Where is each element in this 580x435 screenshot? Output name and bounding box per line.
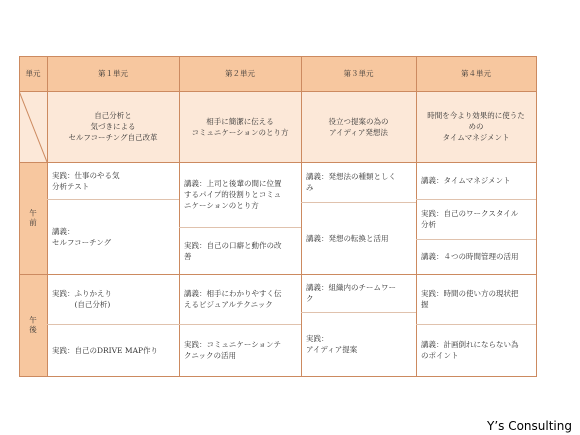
grid-line <box>19 91 537 92</box>
col4-am-2: 実践：自己のワークスタイル 分析 <box>421 209 519 229</box>
grid-line <box>47 56 48 377</box>
am-label <box>19 162 47 274</box>
grid-line <box>179 324 301 325</box>
col3-pm-2: 実践： アイディア提案 <box>306 334 358 354</box>
am-label-text: 午前 <box>28 208 38 228</box>
col4-am-3: 講義：４つの時間管理の活用 <box>421 252 519 261</box>
grid-line <box>179 227 301 228</box>
grid-line <box>19 162 537 163</box>
theme-unit-4: 時間を今より効果的に使うた めの タイムマネジメント <box>416 91 536 162</box>
grid-line <box>301 202 416 203</box>
theme-unit-3: 役立つ提案の為の アイディア発想法 <box>301 91 416 162</box>
col1-pm-2: 実践：自己のDRIVE MAP作り <box>52 345 159 355</box>
col3-am-1: 講義：発想法の種類としく み <box>306 172 396 192</box>
pm-label <box>19 274 47 376</box>
grid-line <box>301 56 302 377</box>
grid-line <box>301 312 416 313</box>
header-unit-1: 第１単元 <box>47 56 179 91</box>
grid-line <box>19 274 537 275</box>
grid-line <box>416 324 536 325</box>
col3-pm-1: 講義：組織内のチームワー ク <box>306 283 396 303</box>
col4-pm-2: 講義：計画倒れにならない為 のポイント <box>421 340 519 360</box>
col1-pm-1: 実践：ふりかえり (自己分析) <box>52 289 112 309</box>
header-unit-2: 第２単元 <box>179 56 301 91</box>
grid-line <box>19 56 537 57</box>
col1-am-1: 実践：仕事のやる気 分析テスト <box>52 170 120 191</box>
header-unit-4: 第４単元 <box>416 56 536 91</box>
pm-label-text: 午後 <box>28 315 38 335</box>
corner-label: 単元 <box>19 56 47 91</box>
grid-line <box>19 376 537 377</box>
theme-unit-2: 相手に簡潔に伝える コミュニケーションのとり方 <box>179 91 301 162</box>
grid-line <box>416 239 536 240</box>
col4-am-1: 講義：タイムマネジメント <box>421 176 511 185</box>
col1-am-2: 講義： セルフコーチング <box>52 226 112 247</box>
col4-pm-1: 実践：時間の使い方の現状把 握 <box>421 289 519 309</box>
footer-brand: Y’s Consulting <box>487 419 572 433</box>
header-unit-3: 第３単元 <box>301 56 416 91</box>
col2-pm-2: 実践：コミュニケーションテ クニックの活用 <box>184 340 282 360</box>
col2-am-2: 実践：自己の口癖と動作の改 善 <box>184 240 282 261</box>
theme-unit-1: 自己分析と 気づきによる セルフコーチング自己改革 <box>47 91 179 162</box>
grid-line <box>47 199 179 200</box>
col2-pm-1: 講義：相手にわかりやすく伝 えるビジュアルテクニック <box>184 289 282 309</box>
grid-line <box>19 56 20 377</box>
grid-line <box>416 199 536 200</box>
col2-am-1: 講義：上司と後輩の間に位置 するパイプ的役割りとコミュ ニケーションのとり方 <box>184 179 282 210</box>
diagonal-corner-cell <box>19 91 47 162</box>
grid-line <box>416 56 417 377</box>
diagonal-line <box>19 91 47 162</box>
grid-line <box>536 56 537 377</box>
grid-line <box>47 324 179 325</box>
col3-am-2: 講義：発想の転換と活用 <box>306 233 389 243</box>
grid-line <box>179 56 180 377</box>
